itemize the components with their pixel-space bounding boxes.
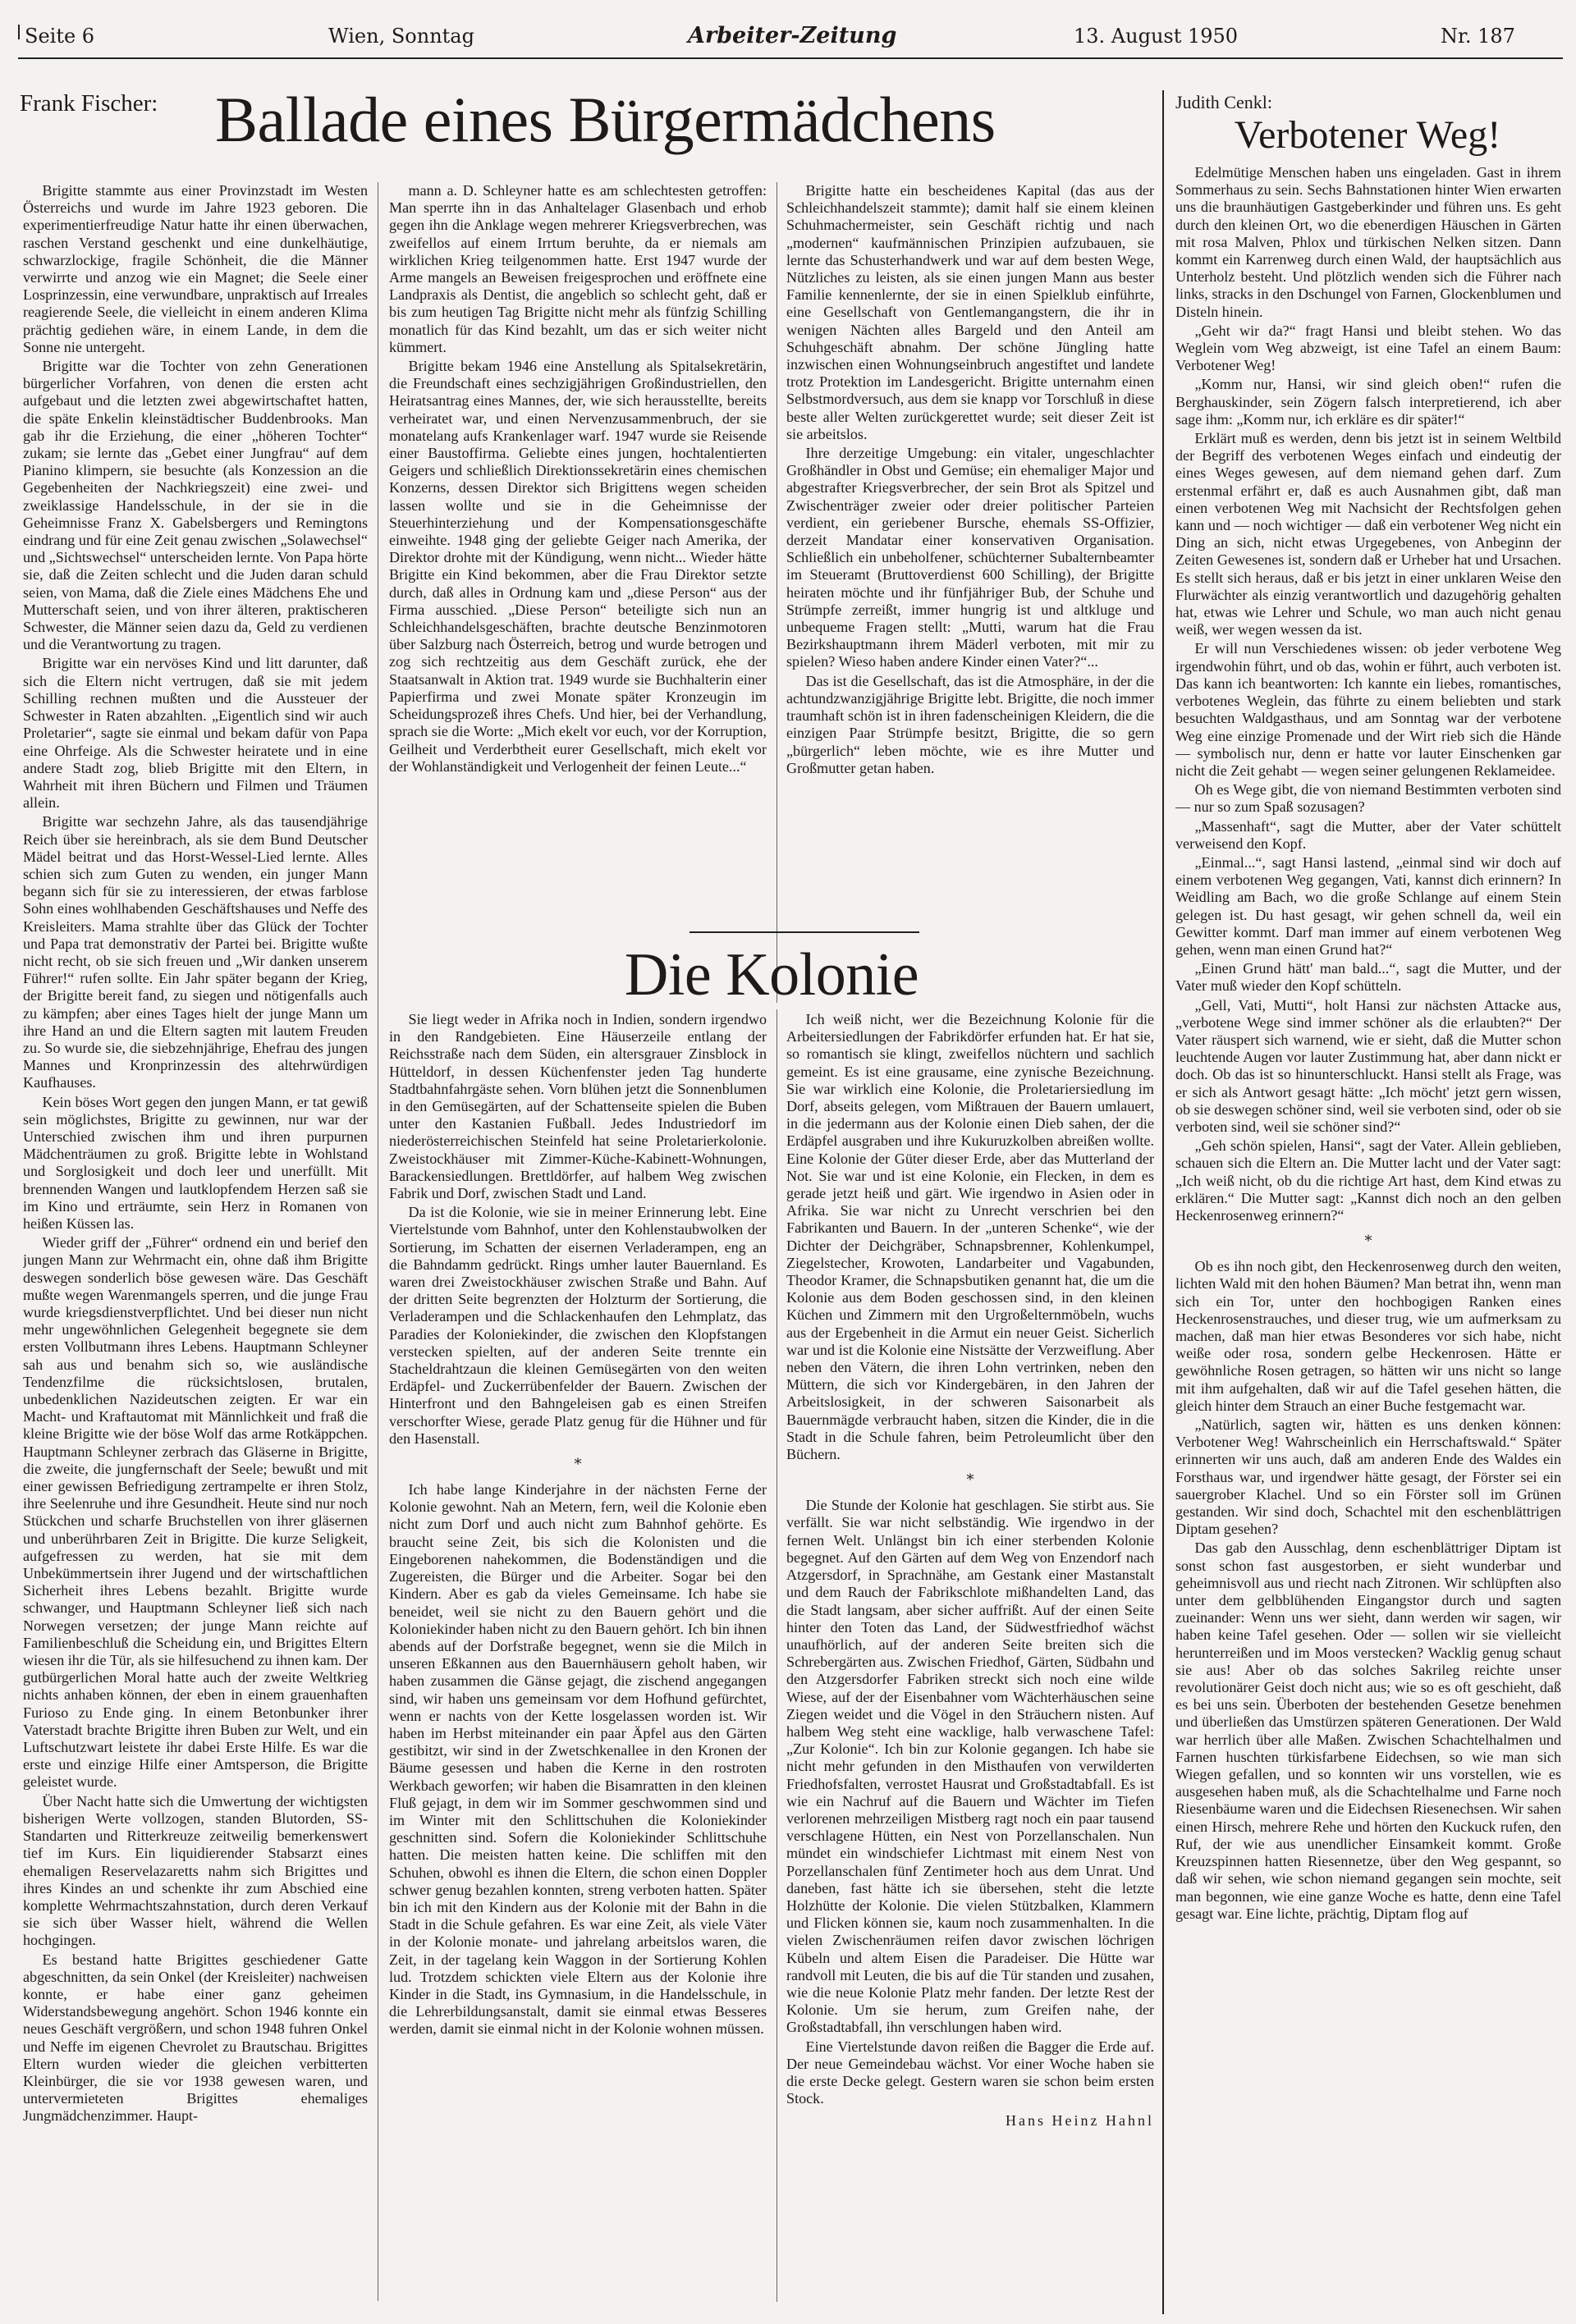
section-star: *: [966, 1471, 974, 1489]
kolonie-paragraph: Ich weiß nicht, wer die Bezeichnung Kolonie für die Arbeitersiedlungen der Fabrikdörfer erfunden hat. Er hat sie, so romantisch sie klingt, zweifellos nüchtern und sachlich gemeint. Es ist eine grausame, eine zynische Bezeichnung. Sie war wirklich eine Kolonie, die Proletariersiedlung im Dorf, abseits gelegen, vom Mißtrauen der Bauern umlauert, in die jedermann aus der Kolonie einen Dieb sahen, der die Erdäpfel ausgraben und ihre Kukuruzkolben abreißen wollte. Eine Kolonie der Güter dieser Erde, aber das Mutterland der Not. Sie war und ist eine Kolonie, ein Flecken, in dem es gerade jetzt heiß und gärt. Wie irgendwo in Asien oder in Afrika. Sie war nicht zu Unrecht verschrien bei den Fabrikanten und Bauern. In der „unteren Schenke“, wie der Dichter der Deichgräber, Schnapsbrenner, Kohlenkumpel, Ziegelstecher, Krowoten, Landarbeiter und Vagabunden, Theodor Kramer, die Schnapsbutiken genannt hat, die um die Kolonie aus dem Boden geschossen sind, in den kleinen Küchen und Zimmern mit den Urgroßelternmöbeln, wuchs aus der Ergebenheit in die Armut ein neuer Geist. Sicherlich war und ist die Kolonie eine Nistsätte der Verzweiflung. Aber neben den Vätern, die ihren Lohn vertrinken, neben den Müttern, die sich vor Kindergebären, in den Jahren der Arbeitslosigkeit, in der schweren Saisonarbeit als Bauernmägde verbraucht haben, sitzen die Kinder, die in die Stadt in die Schule fahren, beim Petroleumlicht über den Büchern.: [786, 1011, 1154, 1463]
verbotener-title: Verbotener Weg!: [1234, 113, 1501, 157]
verbotener-paragraph: Edelmütige Menschen haben uns eingeladen. Gast in ihrem Sommerhaus zu sein. Sechs Bahnstationen hinter Wien erwarten uns die braunhäutigen Gastgeberkinder und führen uns. Es geht durch den kleinen Ort, wo die ebenerdigen Häuschen in Gärten mit rosa Malven, Phlox und türkischen Nelken sitzen. Dann kommt ein Karrenweg durch einen Wald, der hauptsächlich aus Unterholz besteht. Und plötzlich wenden sich die Führer nach links, stracks in den Dschungel von Farnen, Glockenblumen und Disteln hinein.: [1175, 164, 1561, 320]
ballade-paragraph: Brigitte war sechzehn Jahre, als das tausendjährige Reich über sie hereinbrach, als sie dem Bund Deutscher Mädel beitrat und das Horst-Wessel-Lied lernte. Alles schien sich zum Guten zu wenden, ein junger Mann begann sich für sie zu interessieren, der etwas farblose Sohn eines wohlhabenden Geschäftshauses und Neffe des Kreisleiters. Mama strahlte über das Glück der Tochter und Papa trat demonstrativ der Partei bei. Brigitte wußte nicht recht, ob sie sich freuen und „Wir danken unserem Führer!“ rufen sollte. Ein Jahr später begann der Krieg, der Brigitte bereit fand, zu siegen und nötigenfalls auch zu kämpfen; aber eines Tages hielt der junge Mann um ihre Hand an und die Eltern sagten mit lautem Freuden zu. So wurde sie, die siebzehnjährige, Ehefrau des jungen Mannes und Kronprinzessin des altehrwürdigen Kaufhauses.: [23, 813, 368, 1091]
section-star: *: [574, 1456, 582, 1474]
kolonie-paragraph: Die Stunde der Kolonie hat geschlagen. Sie stirbt aus. Sie verfällt. Sie war nicht selbständig. Wie irgendwo in der fernen Welt. Unlängst bin ich einer sterbenden Kolonie begegnet. Auf den Gärten auf dem Weg von Enzendorf nach Atzgersdorf, in Sprachnähe, am Gestank einer Mastanstalt und dem Rauch der Fabrikschlote mißhandelten Land, das die Stadt langsam, aber sicher auffrißt. Auf der einen Seite hinter den Toten das Land, der Südwestfriedhof wächst unaufhörlich, auf der anderen Seite breiten sich die Schrebergärten aus. Zwischen Friedhof, Gärten, Südbahn und den Atzgersdorfer Fabriken streckt sich noch eine wilde Wiese, auf der der Eisenbahner vom Wächterhäuschen seine Ziegen weidet und die Vögel in den Sträuchern nisten. Auf halbem Weg steht eine wacklige, halb verwaschene Tafel: „Zur Kolonie“. Ich bin zur Kolonie gegangen. Ich habe sie nicht mehr gefunden in den Misthaufen von verwilderten Friedhofsfalten, verrostet Hausrat und Großstadtabfall. Es ist wie ein Nachruf auf die Bauern und Wächter im Tiefen verlorenen mehrzeiligen Mistberg ragt noch ein paar tausend verschlagene Hütten, ein Nest von Porzellanschalen. Nun mündet ein windschiefer Lichtmast mit einem Nest von Porzellanschalen fünf Zentimeter hoch aus dem Unrat. Und daneben, fast hätte ich sie übersehen, steht die letzte Holzhütte der Kolonie. Die vielen Stützbalken, Klammern und Flicken können sie, kaum noch zusammenhalten. In die vielen Zwischenräumen reifen davor zwischen löchrigen Kübeln und altem Eisen die Paradeiser. Die Hütte war randvoll mit Leuten, die bis auf die Tür standen und zusahen, wie die neue Kolonie Platz mehr fanden. Der letzte Rest der Kolonie. Um sie herum, zum Greifen nahe, der Großstadtabfall, ihn verschlungen haben wird.: [786, 1497, 1154, 2036]
kolonie-title: Die Kolonie: [624, 941, 919, 1009]
verbotener-paragraph: „Natürlich, sagten wir, hätten es uns denken können: Verbotener Weg! Wahrscheinlich ein Herrschaftswald.“ Später erinnerten wir uns auch, daß am anderen Ende des Waldes ein Forsthaus war, und irgendwer hätte gesagt, der Förster sei ein sauergrober Klachel. Und so ein Förster soll im Grünen gestanden. Wir sind doch, Schachtel mit den eschenblättrigen Diptam gesehen?: [1175, 1416, 1561, 1538]
verbotener-paragraph: „Massenhaft“, sagt die Mutter, aber der Vater schüttelt verweisend den Kopf.: [1175, 817, 1561, 852]
kolonie-paragraph: Sie liegt weder in Afrika noch in Indien, sondern irgendwo in den Randgebieten. Eine Häuserzeile entlang der Reichsstraße nach dem Süden, ein altersgrauer Zinsblock in Hütteldorf, in dessen Küchenfenster jeden Tag hunderte Stadtbahnfahrgäste sehen. Vorn blühen jetzt die Sonnenblumen in den Gemüsegärten, auf der Schattenseite spielen die Buben unter den Kastanien Fußball. Jedes Industriedorf im niederösterreichischen Steinfeld hat seine Proletarierkolonie. Zweistockhäuser mit Zimmer-Küche-Kabinett-Wohnungen, Barackensiedlungen. Brettldörfer, auf halbem Weg zwischen Fabrik und Dorf, zwischen Stadt und Land.: [389, 1011, 767, 1202]
corner-mark: [18, 25, 20, 39]
ballade-paragraph: Es bestand hatte Brigittes geschiedener Gatte abgeschnitten, da sein Onkel (der Kreisleiter) nachweisen konnte, er habe einer ganz geheimen Widerstandsbewegung angehört. Schon 1946 konnte ein neues Geschäft vergrößern, und schon 1948 fuhren Onkel und Neffe im eigenen Chevrolet zu Brautschau. Brigittes Eltern wurden wieder die gleichen verbitterten Kleinbürger, die sie vor 1938 gewesen waren, und untervermieteten Brigittes ehemaliges Jungmädchenzimmer. Haupt-: [23, 1951, 368, 2125]
verbotener-paragraph: „Geh schön spielen, Hansi“, sagt der Vater. Allein geblieben, schauen sich die Eltern an. Die Mutter lacht und der Vater sagt: „Ich weiß nicht, ob du die richtige Art hast, dem Kind etwas zu erklären.“ Die Mutter sagt: „Kannst dich noch an den gelben Heckenrosenweg erinnern?“: [1175, 1137, 1561, 1224]
issue-number: Nr. 187: [1441, 25, 1515, 48]
ballade-paragraph: Brigitte bekam 1946 eine Anstellung als Spitalsekretärin, die Freundschaft eines sechzigjährigen Großindustriellen, den Heiratsantrag eines Mannes, der, wie sich herausstellte, bereits verheiratet war, und einen Nervenzusammenbruch, der sie monatelang aufs Krankenlager warf. 1947 wurde sie Reisende einer Baustoffirma. Geliebte eines jungen, hochtalentierten Geigers und schließlich Direktionssekretärin eines chemischen Konzerns, dessen Direktor sich Brigittens wegen scheiden lassen wollte und sie in die Geheimnisse der Steuerhinterziehung und der Kompensationsgeschäfte einweihte. 1948 ging der geliebte Geiger nach Amerika, der Direktor drohte mit der Kündigung, wenn nicht... Wieder hätte Brigitte ein Kind bekommen, aber die Frau Direktor setzte durch, daß alles in Ordnung kam und „diese Person“ aus der Firma ausschied. „Diese Person“ beteiligte sich nun an Schleichhandelsgeschäften, brachte deutsche Benzinmotoren über Salzburg nach Österreich, betrog und wurde betrogen und zog sich rechtzeitig aus dem Geschäft zurück, ehe der Staatsanwalt in Aktion trat. 1949 wurde sie Buchhalterin einer Papierfirma und zwei Monate später Kronzeugin im Scheidungsprozeß ihres Chefs. Und hier, bei der Verhandlung, sprach sie die Worte: „Mich ekelt vor euch, vor der Korruption, Geilheit und Verderbtheit eurer Gesellschaft, mich ekelt vor der Wohlanständigkeit und Verlogenheit der feinen Leute...“: [389, 358, 767, 775]
ballade-paragraph: Brigitte hatte ein bescheidenes Kapital (das aus der Schleichhandelszeit stammte); damit half sie einem kleinen Schuhmachermeister, sein Geschäft richtig und nach „modernen“ kaufmännischen Prinzipien aufzubauen, sie lernte das Schusterhandwerk und war auf dem besten Wege, Nützliches zu leisten, als sie einen jungen Mann aus bester Familie kennenlernte, der sie in einen Spielklub einführte, eine Gesellschaft von Gentlemangangstern, die ihr in wenigen Nächten alles Bargeld und den Anteil am Schuhgeschäft abnahm. Der schöne Jüngling hatte inzwischen einen Wohnungseinbruch angestiftet und landete trotz Protektion im Landesgericht. Brigitte unternahm einen Selbstmordversuch, aus dem sie knapp vor Torschluß in diese beste aller Welten zurückgerettet wurde; seit dieser Zeit ist sie arbeitslos.: [786, 182, 1154, 442]
kolonie-paragraph: Ich habe lange Kinderjahre in der nächsten Ferne der Kolonie gewohnt. Nah an Metern, fern, weil die Kolonie eben nicht zum Dorf und auch nicht zum Bahnhof gehörte. Es braucht seine Zeit, bis sich die Kolonisten und die Eingeborenen nahekommen, die Bodenständigen und die Zugereisten, die Bürger und die Arbeiter. Sogar bei den Kindern. Aber es gab da vieles Gemeinsame. Ich habe sie beneidet, weil sie nicht zu den Bauern gehört und die Koloniekinder haben nicht zu den Bauern gehört. Ich bin ihnen abends auf der Dorfstraße begegnet, wenn sie die Milch in unseren Eßkannen aus den Bauernhäusern geholt haben, wir haben zusammen die Gänse gejagt, die zischend angegangen sind, wir haben uns gemeinsam vor dem Hofhund gefürchtet, wenn er nachts von der Kette losgelassen worden ist. Wir haben im Herbst miteinander ein paar Äpfel aus den Gärten gestibitzt, wir sind in der Zwetschkenallee in den Kronen der Bäume gesessen und haben die Kerne in den rostroten Werkbach geworfen; wir haben die Bisamratten in den kleinen Fluß gejagt, in dem wir im Sommer geschwommen sind und im Winter mit den Schlittschuhen die Koloniekinder geschnitten sind. Sofern die Koloniekinder Schlittschuhe hatten. Die meisten hatten keine. Die schliffen mit den Schuhen, obwohl es ihnen die Eltern, die schon einen Doppler schwer genug bezahlen konnten, streng verboten hatten. Später bin ich mit den Kindern aus der Kolonie mit der Bahn in die Stadt in die Schule gefahren. Es war eine Zeit, als viele Väter in der Kolonie monate- und jahrelang arbeitslos waren, die Zeit, in der tagelang kein Waggon in der Sortierung Kohlen lud. Trotzdem schickten viele Eltern aus der Kolonie ihre Kinder in die Stadt, ins Gymnasium, in die Handelsschule, in die Lehrerbildungsanstalt, damit sie einmal etwas Besseres werden, damit sie einmal nicht in der Kolonie wohnen müssen.: [389, 1481, 767, 2038]
ballade-paragraph: Brigitte stammte aus einer Provinzstadt im Westen Österreichs und wurde im Jahre 1923 geboren. Die experimentierfreudige Natur hatte ihr einen überwachen, raschen Verstand geschenkt und eine dunkelhäutige, schwarzlockige, fragile Schönheit, die die Männer verwirrte und anzog wie ein Magnet; die Seele einer Losprinzessin, eine verwundbare, unpraktisch auf Irreales reagierende Seele, die vielleicht in einem anderen Klima prächtig gediehen wäre, in einem Lande, in dem die Sonne nie untergeht.: [23, 182, 368, 355]
column-rule-main: [1162, 90, 1164, 2314]
kolonie-paragraph: Eine Viertelstunde davon reißen die Bagger die Erde auf. Der neue Gemeindebau wächst. Vor einer Woche haben sie die erste Decke gelegt. Gestern waren sie schon beim ersten Stock.: [786, 2038, 1154, 2107]
kolonie-rule: [690, 931, 919, 933]
header-rule: [18, 57, 1563, 59]
kolonie-author: Hans Heinz Hahnl: [1006, 2112, 1154, 2130]
verbotener-paragraph: „Einmal...“, sagt Hansi lastend, „einmal sind wir doch auf einem verbotenen Weg gegangen, Vati, kannst dich erinnern? In Weidling am Bach, wo die große Schlange auf einem Stein gelegen ist. Du hast gesagt, wir gehen schnell da, weil ein Gewitter kommt. Darf man immer auf einem verbotenen Weg gehen, wenn man einen Grund hat?“: [1175, 853, 1561, 958]
ballade-paragraph: Kein böses Wort gegen den jungen Mann, er tat gewiß sein möglichstes, Brigitte zu gewinnen, nur war der Unterschied zwischen ihm und ihren purpurnen Mädchenträumen zu groß. Brigitte lebte in Wohlstand und Sorglosigkeit und doch leer und unerfüllt. Mit brennenden Wangen und lautklopfendem Herzen saß sie im Kino und erträumte, sein Herz in Romanen von heißen Küssen las.: [23, 1093, 368, 1232]
ballade-paragraph: Über Nacht hatte sich die Umwertung der wichtigsten bisherigen Werte vollzogen, standen Blutorden, SS-Standarten und Ritterkreuze zeitweilig bemerkenswert tief im Kurs. Ein liquidierender Stabsarzt eines ehemaligen Reservelazaretts nahm sich Brigittes und ihres Kindes an und schenkte ihr zum Abschied eine komplette Wehrmachtszahnstation, durch deren Verkauf sie sich über Wasser hielt, während die Wellen hochgingen.: [23, 1792, 368, 1949]
ballade-paragraph: Brigitte war ein nervöses Kind und litt darunter, daß sich die Eltern nicht vertrugen, daß sie mit jedem Schilling rechnen mußten und die Aussteuer der Schwester in Raten abzahlten. „Eigentlich sind wir auch Proletarier“, sagte sie einmal und bekam dafür von Papa eine Ohrfeige. Als die Schwester heiratete und in eine andere Stadt zog, blieb Brigitte mit den Eltern, in Wahrheit mit ihren Büchern und Filmen und Träumen allein.: [23, 655, 368, 812]
place-date: Wien, Sonntag: [328, 25, 474, 48]
verbotener-paragraph: „Geht wir da?“ fragt Hansi und bleibt stehen. Wo das Weglein vom Weg abzweigt, ist eine Tafel an einem Baum: Verbotener Weg!: [1175, 322, 1561, 374]
page-number: Seite 6: [25, 25, 95, 48]
kolonie-paragraph: Da ist die Kolonie, wie sie in meiner Erinnerung lebt. Eine Viertelstunde vom Bahnhof, unter den Kohlenstaubwolken der Sortierung, im Schatten der eisernen Verladerampen, eng an die Bahndamm gedrückt. Rings umher lauter Bauernland. Es waren drei Zweistockhäuser zwischen Straße und Bahn. Auf der dritten Seite begrenzten der Holzturm der Sortierung, die Verladerampen und die Schlackenhaufen den Lehmplatz, das Paradies der Koloniekinder, die zwischen den Klopfstangen verstecken spielten, auf der anderen Seite trennte ein Stacheldrahtzaun die kleinen Gemüsegärten von den weiten Erdäpfel- und Zuckerrübenfelder der Bauern. Zwischen der Hinterfront und den Bahngeleisen gab es einen Streifen verschorfter Wiese, gerade Platz genug für die Hühner und für den Hasenstall.: [389, 1204, 767, 1447]
verbotener-column: [1175, 164, 1561, 2306]
ballade-paragraph: Das ist die Gesellschaft, das ist die Atmosphäre, in der die achtundzwanzigjährige Brigitte lebt. Brigitte, die noch immer traumhaft schön ist in ihren fadenscheinigen Kleidern, die die einzigen Paar Strümpfe besitzt, Brigitte, die so gern „bürgerlich“ leben möchte, wie es ihre Mutter und Großmutter getan haben.: [786, 672, 1154, 776]
issue-date: 13. August 1950: [1074, 25, 1239, 48]
verbotener-paragraph: Oh es Wege gibt, die von niemand Bestimmten verboten sind — nur so zum Spaß sozusagen?: [1175, 781, 1561, 816]
verbotener-paragraph: Das gab den Ausschlag, denn eschenblättriger Diptam ist sonst schon fast ausgestorben, er sieht wunderbar und geheimnisvoll aus und riecht nach Zitronen. Wir schlüpften also unter dem gelbblühenden Eingangstor durch und sagten zueinander: Wenn uns wer sieht, dann werden wir sagen, wir haben keine Tafel gesehen. Oder — sollen wir sie vielleicht herunterreißen und im Moos verstecken? Wacklig genug schaut sie aus! Aber ob das solches Sakrileg reichte unser revolutionärer Geist doch nicht aus; wie so es oft geschieht, daß es bei uns sein. Überboten der bestehenden Gesetze benehmen und überließen das Umstürzen späteren Generationen. Der Wald war herrlich über alle Maßen. Zwischen Schachtelhalmen und Farnen huschten türkisfarbene Eidechsen, so wie man sich Wiegen gefallen, und so konnten wir uns vorstellen, wie es ausgesehen haben muß, als die Schachtelhalme und Farne noch Riesenbäume waren und die Eidechsen Riesenechsen. Wir sahen einen Hirsch, mehrere Rehe und hörten den Kuckuck rufen, den Ruf, der wie aus unendlicher Einsamkeit kommt. Große Kreuzspinnen hatten Riesennetze, über den Weg gespannt, so daß wir sehen, wie schon niemand gegangen sein mochte, seit man begonnen, wie eine ganze Woche es hatte, denn eine Tafel gesagt war. Eine lichte, prächtig, Diptam flog auf: [1175, 1539, 1561, 1922]
ballade-column-1: [23, 182, 368, 2299]
ballade-paragraph: Brigitte war die Tochter von zehn Generationen bürgerlicher Vorfahren, von denen die ersten acht aufgebaut und die letzten zwei abgewirtschaftet hatten, die späte Enkelin kleinstädtischer Buddenbrooks. Man gab ihr die Erziehung, die einer „höheren Tochter“ zukam; sie lernte das „Gebet einer Jungfrau“ auf dem Pianino klimpern, sie besuchte (als Konzession an die Gegebenheiten der Nachkriegszeit) eine zwei- und zweiklassige Handelsschule, in der sie in die Geheimnisse Franz X. Gabelsbergers und Remingtons eindrang und für eine Zeit genau zwischen „Solawechsel“ und „Sichtswechsel“ unterscheiden lernte. Von Papa hörte sie, daß die Zeiten schlecht und die Juden daran schuld seien, von Mama, daß die Ziele eines Mädchens Ehe und Mutterschaft seien, und von ihrer älteren, praktischeren Schwester, die Männer seien dazu da, Geld zu verdienen und die Verantwortung zu tragen.: [23, 358, 368, 653]
ballade-column-2: [389, 182, 767, 925]
kolonie-column-2: [786, 1011, 1154, 2303]
ballade-paragraph: Wieder griff der „Führer“ ordnend ein und berief den jungen Mann zur Wehrmacht ein, ohne daß ihm Brigitte deswegen sonderlich böse gewesen wäre. Das Geschäft mußte wegen Warenmangels sperren, und die junge Frau wurde kriegsdienstverpflichtet. Und bei dieser nun nicht mehr ungewöhnlichen Gelegenheit begegnete sie dem ersten Vollbutmann ihres Lebens. Hauptmann Schleyner sah aus und benahm sich so, wie ausländische Tendenzfilme die rücksichtslosen, brutalen, unbedenklichen Nazideutschen zeigten. Er war ein Macht- und Kraftautomat mit Männlichkeit und fraß die kleine Brigitte wie der böse Wolf das arme Rotkäppchen. Hauptmann Schleyner zerbrach das Gläserne in Brigitte, die zweite, die jungfernschaft der Seele; bewußt und mit einer gewissen Befriedigung zertrampelte er ihren Stolz, ihre Seelenruhe und ihre Gesundheit. Heute sind nur noch Stückchen und scharfe Bruchstellen von ihrer gläsernen und unberührbaren Zeit in Brigitte. Die kurze Seligkeit, aufgefressen zu werden, hat sie mit dem Unbekümmertsein ihrer Jugend und der wirtschaftlichen Sicherheit ihres Lebens bezahlt. Brigitte wurde schwanger, und Hauptmann Schleyner ließ sich nach Norwegen versetzen; der junge Mann reichte auf Familienbeschluß die Scheidung ein, und Brigittes Eltern wiesen ihr die Tür, als sie hilfesuchend zu ihnen kam. Der gutbürgerlichen Moral hatte auch der zweite Weltkrieg nichts anhaben können, der eben in einem grauenhaften Furioso zu Ende ging. In einem Betonbunker ihrer Vaterstadt brachte Brigitte ihren Buben zur Welt, und ein Luftschutzwart leistete ihr dabei Erste Hilfe. Es war die erste und einzige Hilfe einer Amtsperson, die Brigitte geleistet wurde.: [23, 1234, 368, 1791]
verbotener-paragraph: „Einen Grund hätt' man bald...“, sagt die Mutter, und der Vater muß wieder den Kopf schütteln.: [1175, 960, 1561, 995]
newspaper-name: Arbeiter-Zeitung: [688, 23, 897, 48]
ballade-column-3: [786, 182, 1154, 925]
verbotener-paragraph: Erklärt muß es werden, denn bis jetzt ist in seinem Weltbild der Begriff des verbotenen Weges einfach und eindeutig der eines Weges gewesen, auf dem niemand gehen darf. Zum erstenmal erfährt er, daß es auch Ausnahmen gibt, daß man einen verbotenen Weg mit Nachsicht der Rechtsfolgen gehen kann und — noch wichtiger — daß ein verbotener Weg nicht ein Ding an sich, nicht etwas Urgegebenes, von Anbeginn der Zeiten Gewesenes ist, sondern daß er Urheber hat und Ursachen. Es stellt sich heraus, daß er bis jetzt in einer unklaren Weise den Flurwächter als einzig verantwortlich und dazugehörig gehalten hat, etwas wie Lehrer und Schule, wo man auch nicht genau weiß, wer wegen wessen da ist.: [1175, 430, 1561, 638]
ballade-paragraph: mann a. D. Schleyner hatte es am schlechtesten getroffen: Man sperrte ihn in das Anhaltelager Glasenbach und erhob gegen ihn die Anklage wegen mehrerer Kriegsverbrechen, was zweifellos auf einem Irrtum beruhte, da er niemals am wirklichen Krieg teilgenommen hatte. Erst 1947 wurde der Arme mangels an Beweisen freigesprochen und eröffnete eine Landpraxis als Dentist, die angeblich so schlecht geht, daß er bis zum heutigen Tag Brigitte nicht mehr als fünfzig Schilling monatlich für das Kind bezahlt, um das er sich weiter nicht kümmert.: [389, 182, 767, 355]
verbotener-paragraph: Er will nun Verschiedenes wissen: ob jeder verbotene Weg irgendwohin führt, und ob das, wohin er führt, auch verboten ist. Das kann ich beantworten: Ich kannte ein liebes, romantisches, verbotenes Weglein, das führte zu einem beliebten und stark besuchten Waldgasthaus, und am Sonntag war der verbotene Weg eine einzige Promenade und der Wirt rieb sich die Hände — symbolisch nur, denn er hatte vor lauter Einschenken gar nicht die Zeit gehabt — wegen seiner gelungenen Reklameidee.: [1175, 640, 1561, 779]
kolonie-column-1: [389, 1011, 767, 2303]
verbotener-author: Judith Cenkl:: [1175, 92, 1272, 112]
verbotener-paragraph: „Komm nur, Hansi, wir sind gleich oben!“ rufen die Berghauskinder, sein Zögern falsch interpretierend, ich aber sage ihm: „Komm nur, ich erkläre es dir später!“: [1175, 376, 1561, 428]
ballade-title: Ballade eines Bürgermädchens: [215, 84, 996, 155]
ballade-author: Frank Fischer:: [20, 90, 158, 117]
verbotener-paragraph: Ob es ihn noch gibt, den Heckenrosenweg durch den weiten, lichten Wald mit den hohen Bäumen? Man betrat ihn, wenn man sich ein Tor, unter den hochbogigen Ranken eines Heckenrosenstrauches, und dieser trug, wie um aufmerksam zu machen, daß man hier etwas Besonderes vor sich habe, nicht weiße oder rosa, sondern gelbe Heckenrosen. Hätte er gewöhnliche Rosen getragen, so hätten wir uns nicht so lange mit ihm aufgehalten, daß wir auf die Tafel gesehen hätten, die gleich hinter dem Strauch an einer Buche festgemacht war.: [1175, 1258, 1561, 1414]
verbotener-paragraph: „Gell, Vati, Mutti“, holt Hansi zur nächsten Attacke aus, „verbotene Wege sind immer schöner als die erlaubten?“ Der Vater räuspert sich warnend, wie er sieht, daß die Mutter schon leuchtende Augen vor lauter Zustimmung hat, aber dann nickt er doch. Ob das ist so hinunterschluckt. Hansi stellt als Frage, was er sich als Antwort gesagt hätte: „Ich möcht' jetzt gern wissen, ob sie deswegen schöner sind, weil sie verboten sind, oder ob sie verboten sind, weil sie schöner sind?“: [1175, 996, 1561, 1135]
section-star: *: [1364, 1233, 1372, 1251]
ballade-paragraph: Ihre derzeitige Umgebung: ein vitaler, ungeschlachter Großhändler in Obst und Gemüse; ein ehemaliger Major und abgestrafter Kriegsverbrecher, der sein Brot als Spitzel und Zwischenträger zweier oder dreier politischer Parteien verdient, ein geriebener Bursche, ehemals SS-Offizier, derzeit Mandatar einer konservativen Organisation. Schließlich ein unbeholfener, schüchterner Subalternbeamter im Steueramt (Bruttoverdienst 600 Schilling), der Brigitte heiraten möchte und ihr fünfjähriger Bub, der Schuhe und Strümpfe zerreißt, immer hungrig ist und altkluge und unbequeme Fragen stellt: „Mutti, warum hat die Frau Bezirkshauptmann ihrem Mäderl verboten, mit mir zu spielen? Wieso haben andere Kinder einen Vater?“...: [786, 445, 1154, 670]
